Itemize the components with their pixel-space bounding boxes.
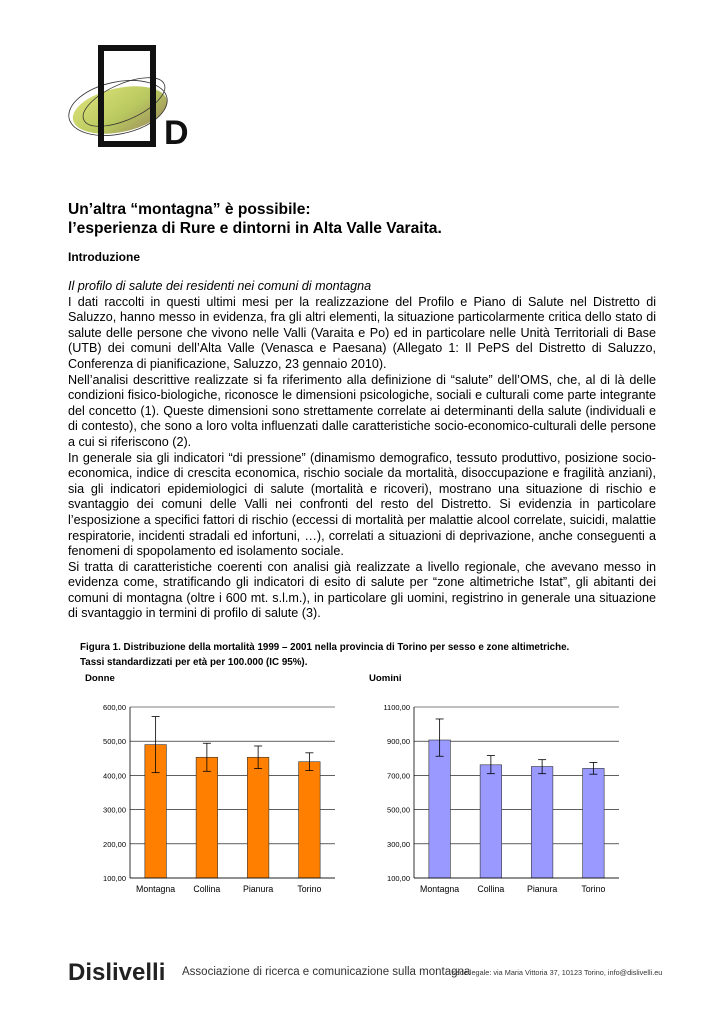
bar [480, 765, 502, 878]
bar [429, 740, 451, 878]
y-tick-label: 400,00 [103, 771, 126, 781]
title-line-2: l’esperienza di Rure e dintorni in Alta Valle Varaita. [68, 220, 442, 237]
y-tick-label: 100,00 [387, 874, 410, 883]
x-tick-label: Torino [581, 884, 606, 894]
bar [583, 768, 605, 878]
intro-heading: Introduzione [68, 250, 140, 264]
section-subheading: Il profilo di salute dei residenti nei comuni di montagna [68, 279, 372, 293]
paragraph-2: Nell’analisi descrittive realizzate si fa riferimento alla definizione di “salute” dell’OMS, che, al di là delle condizioni fisico-biologiche, riconosce le dimensioni psicologiche, sociali e culturali come parte integrante del concetto (1). Queste dimensioni sono strettamente correlate ai determinanti della salute (individuali e di contesto), che sono a loro volta influenzati dalle caratteristiche socio-economico-culturali delle persone a cui si riferiscono (2). [68, 372, 656, 449]
x-tick-label: Collina [477, 884, 505, 894]
y-tick-label: 600,00 [103, 703, 126, 712]
paragraph-3: In generale sia gli indicatori “di pressione” (dinamismo demografico, tessuto produttivo, posizione socio-economica, indice di crescita economica, rischio sociale da mortalità, disoccupazione e fragilità anziani), sia gli indicatori epidemiologici di salute (mortalità e ricoveri), mostrano una situazione di rischio e svantaggio dei comuni delle Valli nei confronti del resto del Distretto. Si evidenzia in particolare l’esposizione a specifici fattori di rischio (eccessi di mortalità per malattie alcool correlate, suicidi, malattie respiratorie, incidenti stradali ed infortuni, …), correlati a situazioni di deprivazione, anche conseguenti a fenomeni di spopolamento ed isolamento sociale. [68, 450, 656, 559]
y-tick-label: 100,00 [103, 874, 126, 883]
bar [299, 762, 321, 878]
paragraph-4: Si tratta di caratteristiche coerenti con analisi già realizzate a livello regionale, che avevano messo in evidenza come, stratificando gli indicatori di esito di salute per “zone altimetriche Istat”, gli abitanti dei comuni di montagna (oltre i 600 mt. s.l.m.), in particolare gli uomini, registrino in generale una situazione di svantaggio in termini di profilo di salute (3). [68, 559, 656, 621]
chart-donne [70, 697, 355, 909]
title-line-1: Un’altra “montagna” è possibile: [68, 201, 311, 218]
caption-line-2: Tassi standardizzati per età per 100.000 (IC 95%). [80, 657, 308, 668]
y-tick-label: 300,00 [387, 839, 410, 849]
y-tick-label: 700,00 [387, 771, 410, 781]
dislivelli-logo [68, 40, 198, 152]
x-tick-label: Montagna [420, 884, 460, 894]
bar [247, 757, 269, 878]
x-tick-label: Montagna [136, 884, 176, 894]
y-tick-label: 1100,00 [383, 703, 410, 712]
chart-title-uomini: Uomini [369, 673, 402, 684]
page-title [68, 200, 668, 238]
footer-brand: Dislivelli [68, 959, 166, 985]
y-tick-label: 500,00 [387, 805, 410, 815]
x-tick-label: Pianura [526, 884, 558, 894]
figure-caption [80, 640, 660, 670]
caption-line-1: Figura 1. Distribuzione della mortalità 1999 – 2001 nella provincia di Torino per sesso e zone altimetriche. [80, 642, 570, 653]
chart-uomini [354, 697, 644, 909]
paragraph-1: I dati raccolti in questi ultimi mesi per la realizzazione del Profilo e Piano di Salute nel Distretto di Saluzzo, hanno messo in evidenza, fra gli altri elementi, la situazione particolarmente critica dello stato di salute delle persone che vivono nelle Valli (Varaita e Po) ed in particolare nelle Unità Territoriali di Base (UTB) dei comuni dell’Alta Valle (Venasca e Paesana) (Allegato 1: Il PePS del Distretto di Saluzzo, Conferenza di pianificazione, Saluzzo, 23 gennaio 2010). [68, 294, 656, 371]
x-tick-label: Collina [193, 884, 221, 894]
logo-letter: D [164, 114, 189, 152]
y-tick-label: 300,00 [103, 805, 126, 815]
x-tick-label: Torino [297, 884, 322, 894]
footer-brand-logo [68, 955, 168, 985]
y-tick-label: 500,00 [103, 737, 126, 747]
y-tick-label: 200,00 [103, 839, 126, 849]
body-text [68, 279, 656, 622]
y-tick-label: 900,00 [387, 737, 410, 747]
footer-address: sede legale: via Maria Vittoria 37, 10123 Torino, info@dislivelli.eu [452, 968, 663, 977]
chart-title-donne: Donne [85, 673, 115, 684]
x-tick-label: Pianura [242, 884, 274, 894]
bar [196, 757, 218, 878]
footer-association: Associazione di ricerca e comunicazione sulla montagna [182, 966, 471, 978]
bar [531, 767, 553, 878]
